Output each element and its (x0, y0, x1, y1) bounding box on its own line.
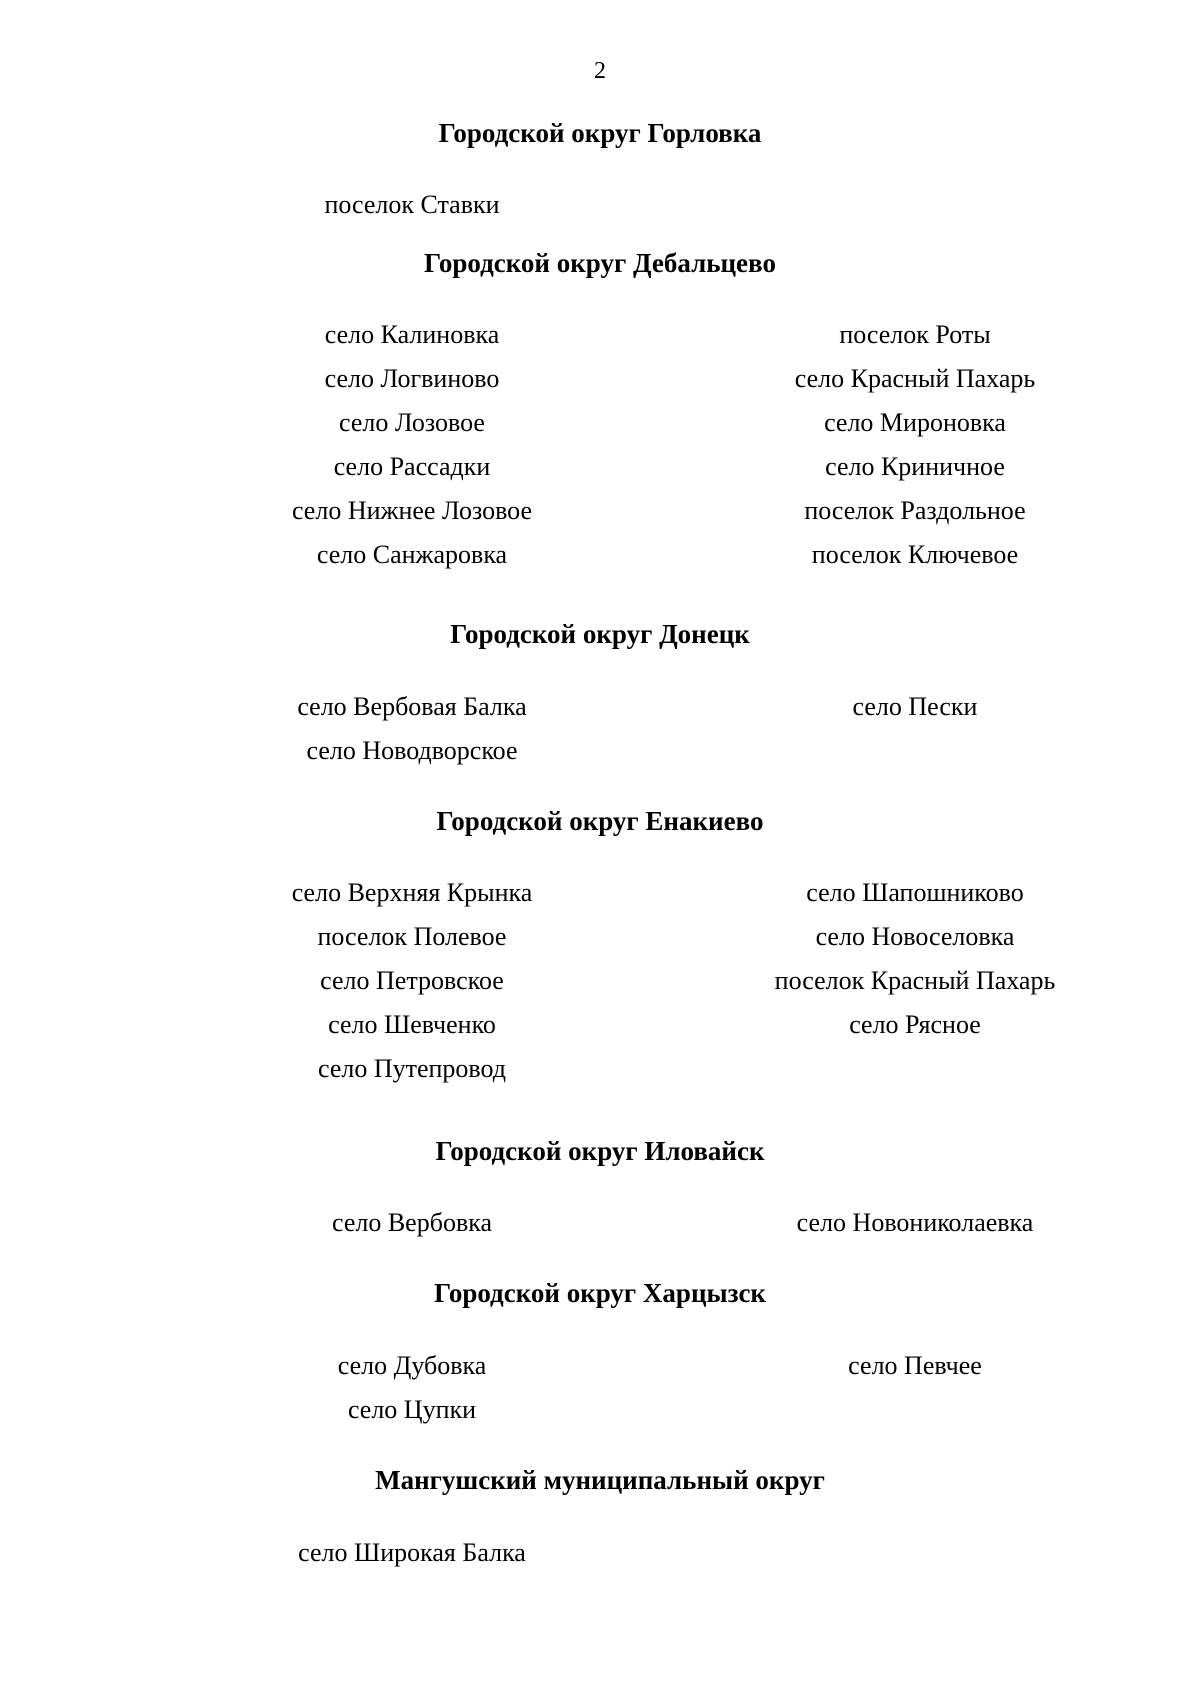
settlement-item: село Певчее (848, 1351, 982, 1380)
settlement-list-khartsyzsk-right (715, 1344, 1115, 1388)
settlement-item: село Вербовка (331, 1208, 493, 1237)
settlement-item: село Лозовое (339, 408, 485, 437)
settlement-item: село Петровское (320, 966, 504, 995)
settlement-item: село Верхняя Крынка (291, 878, 533, 907)
settlement-list-donetsk-right (715, 685, 1115, 729)
settlement-item: поселок Роты (839, 320, 991, 349)
section-heading-donetsk: Городской округ Донецк (450, 619, 750, 649)
settlement-item: село Новоселовка (815, 922, 1015, 951)
settlement-list-debaltsevo-right (715, 313, 1115, 577)
settlement-list-khartsyzsk-left (212, 1344, 612, 1432)
settlement-list-mangush-left (212, 1531, 612, 1575)
settlement-item: поселок Полевое (317, 922, 507, 951)
settlement-list-enakievo-right (715, 871, 1115, 1047)
section-heading-ilovaysk: Городской округ Иловайск (435, 1136, 765, 1166)
settlement-list-ilovaysk-left (212, 1201, 612, 1245)
settlement-item: село Санжаровка (316, 540, 508, 569)
section-heading-enakievo: Городской округ Енакиево (436, 806, 764, 836)
settlement-item: село Широкая Балка (298, 1538, 526, 1567)
settlement-item: село Рассадки (333, 452, 491, 481)
settlement-item: село Шевченко (328, 1010, 496, 1039)
settlement-item: село Логвиново (324, 364, 500, 393)
settlement-item: село Цупки (347, 1395, 477, 1424)
section-heading-gorlovka: Городской округ Горловка (438, 118, 762, 148)
settlement-item: село Пески (852, 692, 978, 721)
settlement-item: поселок Красный Пахарь (774, 966, 1056, 995)
settlement-list-donetsk-left (212, 685, 612, 773)
settlement-item: село Криничное (825, 452, 1005, 481)
settlement-item: село Путепровод (317, 1054, 507, 1083)
settlement-item: село Новодворское (306, 736, 518, 765)
settlement-item: село Мироновка (824, 408, 1006, 437)
settlement-item: село Шапошниково (806, 878, 1024, 907)
settlement-list-ilovaysk-right (715, 1201, 1115, 1245)
settlement-item: село Нижнее Лозовое (291, 496, 533, 525)
settlement-item: село Рясное (849, 1010, 981, 1039)
settlement-list-gorlovka-left (212, 183, 612, 227)
settlement-item: село Калиновка (324, 320, 500, 349)
settlement-item: поселок Раздольное (804, 496, 1026, 525)
settlement-list-enakievo-left (212, 871, 612, 1091)
section-heading-mangush: Мангушский муниципальный округ (375, 1465, 825, 1495)
page-number: 2 (594, 58, 606, 84)
settlement-item: поселок Ставки (324, 190, 500, 219)
settlement-item: село Красный Пахарь (794, 364, 1036, 393)
section-heading-debaltsevo: Городской округ Дебальцево (424, 248, 776, 278)
settlement-item: село Новониколаевка (796, 1208, 1034, 1237)
section-heading-khartsyzsk: Городской округ Харцызск (434, 1278, 766, 1308)
settlement-item: село Дубовка (337, 1351, 487, 1380)
settlement-item: поселок Ключевое (811, 540, 1019, 569)
settlement-item: село Вербовая Балка (297, 692, 527, 721)
settlement-list-debaltsevo-left (212, 313, 612, 577)
